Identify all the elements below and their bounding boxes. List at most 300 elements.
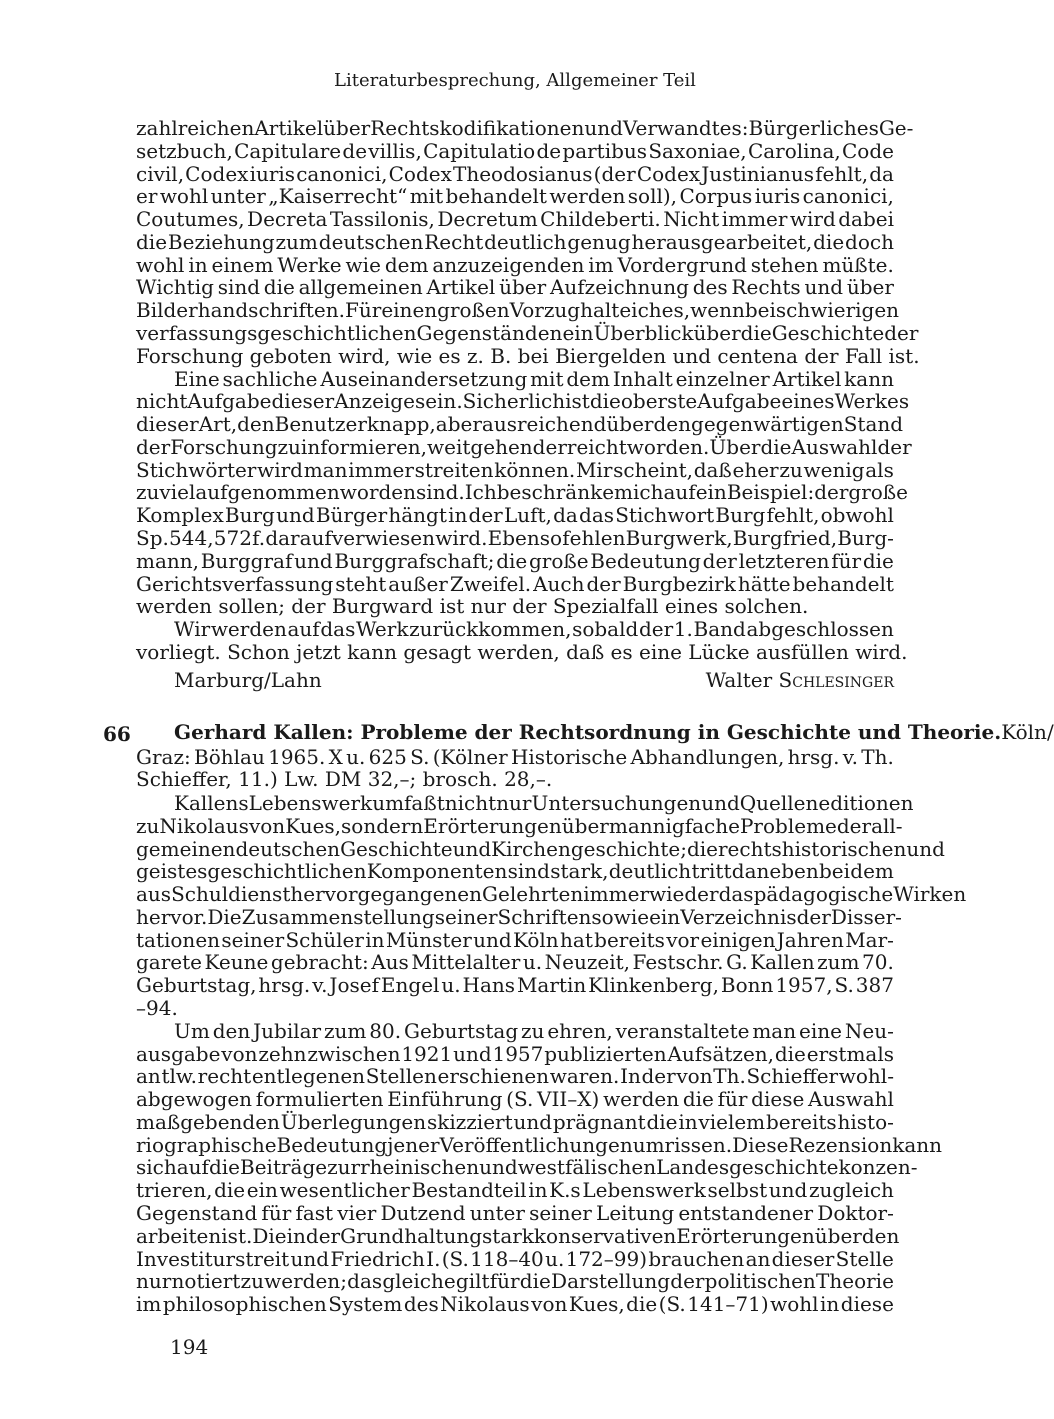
word: im [136, 1292, 162, 1317]
word: auf [287, 617, 320, 642]
word: Neuzeit, [544, 950, 630, 975]
word: den [212, 1018, 251, 1043]
word: Probleme [739, 813, 837, 838]
word: sind [507, 859, 550, 884]
text-line: Schieffer, 11.) Lw. DM 32,–; brosch. 28,–. [136, 767, 553, 792]
word: beschränke [496, 480, 615, 505]
word: Verwandtes: [622, 116, 749, 140]
word: Sp. [136, 526, 169, 551]
word: abgeschlossen [746, 617, 894, 642]
word: Für [345, 298, 382, 323]
word: Rezension [788, 1132, 893, 1157]
text-line [136, 745, 894, 769]
word: Disser- [830, 904, 902, 929]
word: nicht [136, 389, 188, 414]
word: knapp, [366, 412, 436, 437]
word: Abhandlungen, [630, 744, 785, 769]
word: G. [726, 950, 748, 975]
word: Ich [464, 480, 497, 505]
word: in [286, 1223, 306, 1248]
word: Carolina, [747, 138, 841, 163]
text-line [136, 389, 910, 414]
word: immer [348, 457, 414, 482]
word: Münster [385, 927, 472, 952]
word: über [846, 275, 894, 300]
word: Doktor- [817, 1201, 894, 1226]
word: deutschen [235, 836, 341, 861]
word: Mir [575, 457, 613, 482]
word: Corpus [679, 184, 753, 209]
review-2-heading [174, 720, 1054, 744]
word: Quelleneditionen [739, 791, 914, 815]
word: über [323, 116, 371, 140]
word: dem [566, 366, 610, 391]
word: Grundhaltung [340, 1223, 483, 1248]
word: und [473, 927, 512, 952]
word: die [626, 1292, 658, 1317]
word: über [499, 275, 547, 300]
word: das [718, 882, 754, 907]
word: Aufzeichnung [549, 275, 689, 300]
word: Bonn [720, 973, 774, 998]
word: wie [345, 252, 381, 277]
word: Gegenständen [416, 321, 563, 346]
text-line [136, 1064, 894, 1088]
word: wird [789, 207, 836, 232]
word: Nikolaus [159, 813, 249, 838]
word: arbeiten [136, 1223, 222, 1248]
word: u. [522, 950, 543, 975]
word: auf [176, 1155, 209, 1180]
word: ehren, [547, 1018, 613, 1043]
word: sind. [416, 480, 465, 505]
word: wird. [435, 526, 488, 551]
word: die [740, 321, 772, 346]
text-line [136, 904, 902, 929]
word: Th. [713, 1064, 746, 1089]
text-line [136, 1110, 894, 1134]
text-line [136, 950, 894, 974]
word: Tassilonis, [329, 207, 435, 232]
word: VII–X) [537, 1087, 600, 1112]
word: Josef [329, 973, 379, 998]
word: und [294, 548, 333, 573]
word: man [303, 457, 348, 482]
word: Saxoniae, [648, 138, 747, 163]
text-line [174, 791, 914, 815]
word: das [320, 617, 356, 642]
word: 387 [855, 973, 894, 998]
word: er [136, 184, 158, 209]
word: politischen [704, 1269, 816, 1294]
word: daneben [731, 859, 819, 884]
word: partibus [562, 138, 648, 163]
word: kann [892, 1132, 943, 1157]
word: deutlich [608, 859, 692, 884]
word: Aufgabe [697, 389, 782, 414]
word: große [528, 548, 589, 573]
text-line [136, 1247, 894, 1271]
word: hrsg. [258, 973, 311, 998]
text-line [174, 617, 894, 641]
word: gemeinen [136, 836, 236, 861]
word: Ge- [878, 116, 914, 140]
text-line [136, 882, 967, 907]
word: zum [324, 1018, 367, 1043]
word: in [448, 503, 468, 528]
word: sobald [572, 617, 639, 642]
word: fehlt, [766, 503, 820, 528]
word: u. [441, 973, 461, 998]
text-line [136, 1223, 900, 1248]
word: der [305, 1223, 341, 1248]
document-page [103, 0, 1054, 1419]
text-line [136, 253, 894, 277]
word: canonici, [802, 184, 894, 209]
word: und [276, 503, 315, 528]
text-line [136, 1155, 918, 1180]
word: wenn [690, 298, 745, 323]
word: canonici, [296, 161, 388, 186]
word: worden [339, 480, 417, 505]
word: 1. [673, 617, 693, 642]
word: Bürger [315, 503, 388, 528]
word: Art, [198, 412, 238, 437]
word: X [328, 744, 343, 769]
word: Zweifel. [449, 571, 532, 596]
word: zurückkommen, [409, 617, 572, 642]
text-line [136, 434, 912, 459]
word: Martin [516, 973, 587, 998]
word: 1957, [775, 973, 833, 998]
word: Ebenso [487, 526, 563, 551]
word: Mar- [845, 927, 894, 952]
text-line [136, 184, 894, 208]
word: Stelle [835, 1246, 894, 1271]
word: fehlt, [815, 161, 869, 186]
word: Komponenten [366, 859, 508, 884]
word: der [877, 434, 912, 459]
word: zu [136, 813, 160, 838]
word: das [579, 503, 615, 528]
word: S. [834, 973, 854, 998]
word: rheinischen [360, 1155, 480, 1180]
word: immer [721, 207, 788, 232]
word: Um [174, 1018, 210, 1043]
word: die [136, 229, 168, 254]
text-line [136, 503, 894, 527]
word: Aufgabe [187, 389, 272, 414]
word: der [796, 904, 831, 929]
word: Forschung [170, 434, 278, 459]
word: von [676, 1064, 713, 1089]
word: Untersuchungen [531, 791, 702, 815]
word: gebracht: [270, 950, 369, 975]
word: streiten [414, 457, 494, 482]
word: sind [217, 275, 261, 300]
word: mich [614, 480, 664, 505]
text-line: Forschung geboten wird, wie es z. B. bei Biergelden und centena der Fall ist. [136, 343, 920, 368]
word: eher [732, 457, 779, 482]
word: Aufsätzen, [667, 1041, 775, 1066]
word: der [468, 503, 503, 528]
word: brauchen [648, 1246, 745, 1271]
word: Sicherlich [462, 389, 566, 414]
word: Historische [510, 744, 628, 769]
word: Luft, [503, 503, 552, 528]
word: da [869, 161, 894, 186]
word: verwiesen [332, 526, 436, 551]
word: 1921 [401, 1041, 453, 1066]
word: diese [840, 1292, 894, 1317]
word: Schuldienst [171, 882, 291, 907]
word: und [906, 836, 945, 861]
word: über [561, 813, 609, 838]
word: Decretum [437, 207, 538, 232]
word: die [813, 229, 845, 254]
word: eines [781, 389, 835, 414]
word: umrissen. [632, 1132, 733, 1157]
word: den [861, 1223, 900, 1248]
word: Hans [462, 973, 516, 998]
word: ausgabe [136, 1041, 221, 1066]
word: de [342, 138, 368, 163]
word: Stand [843, 412, 904, 437]
word: es, [661, 298, 691, 323]
word: und [290, 1246, 330, 1271]
word: Zusammenstellung [241, 904, 435, 929]
word: zur [327, 1155, 361, 1180]
word: Engel [380, 973, 440, 998]
word: aufgenommen [195, 480, 340, 505]
word: der [814, 480, 849, 505]
word: (S. [441, 1246, 469, 1271]
word: und [804, 275, 844, 300]
word: Burgwerk, [625, 526, 733, 551]
word: pädagogische [753, 882, 894, 907]
word: bei [744, 298, 776, 323]
word: gilt [455, 1269, 490, 1294]
word: dabei [838, 207, 894, 232]
word: von [248, 813, 286, 838]
word: Überlegungen [280, 1109, 427, 1134]
word: ist [565, 389, 590, 414]
word: Rechtskodifikationen [370, 116, 585, 140]
word: maßgebenden [136, 1109, 280, 1134]
word: mit [530, 366, 564, 391]
word: die [263, 275, 295, 300]
word: erschienen [437, 1064, 550, 1089]
word: informieren, [300, 434, 428, 459]
word: Kallen [750, 950, 815, 975]
word: Code [842, 138, 894, 163]
word: Landesgeschichte [656, 1155, 839, 1180]
word: nur [496, 791, 532, 815]
text-line [136, 321, 919, 346]
word: dieser [271, 389, 335, 414]
word: tationen [136, 927, 221, 952]
word: Beiträge [240, 1155, 328, 1180]
word: garete [136, 950, 202, 975]
word: werden [549, 184, 626, 209]
word: Gerichtsverfassung [136, 571, 334, 596]
text-line [136, 1178, 894, 1202]
word: Die [207, 904, 242, 929]
word: sachliche [222, 366, 318, 391]
word: Beispiel: [726, 480, 815, 505]
word: für [717, 1087, 748, 1112]
word: Gelehrten [482, 882, 584, 907]
word: weitgehend [427, 434, 546, 459]
word: konservativen [533, 1223, 677, 1248]
word: außer [388, 571, 448, 596]
text-line [174, 367, 894, 391]
word: trieren, [136, 1178, 213, 1203]
word: ein [649, 904, 681, 929]
word: Burggraf [200, 548, 293, 573]
word: Burg [715, 503, 766, 528]
word: behandelt [792, 571, 894, 596]
reviewer-first-name: Walter [705, 668, 773, 692]
word: Artikel [254, 116, 324, 140]
word: Burg [224, 503, 275, 528]
word: abgewogen [136, 1087, 253, 1112]
word: fehlen [562, 526, 626, 551]
word: deutlich [484, 229, 567, 254]
text-line [136, 230, 894, 254]
word: hätte [737, 571, 791, 596]
word: sowie [591, 904, 650, 929]
word: Investiturstreit [136, 1246, 290, 1271]
word: wird [257, 457, 303, 482]
word: an [745, 1246, 771, 1271]
word: einem [211, 252, 274, 277]
word: f. [252, 526, 266, 551]
word: Die [252, 1223, 287, 1248]
word: 172–99) [565, 1246, 648, 1271]
word: Burg- [837, 526, 894, 551]
word: doch [845, 229, 894, 254]
word: dieser [136, 412, 199, 437]
word: in [820, 1292, 840, 1317]
text-line [136, 1269, 894, 1293]
word: Burgfried, [732, 526, 838, 551]
word: Mittelalter [411, 950, 521, 975]
word: werden [210, 617, 287, 642]
word: zahlreichen [136, 116, 255, 140]
word: aus [136, 882, 172, 907]
word: Rechts [731, 275, 801, 300]
word: Werke [277, 252, 342, 277]
word: im [588, 252, 614, 277]
word: entstandener [678, 1201, 814, 1226]
word: Artikel [772, 366, 842, 391]
word: die [519, 1269, 551, 1294]
word: Werk [356, 617, 409, 642]
word: ein [246, 1178, 278, 1203]
word: Th. [861, 744, 894, 769]
word: philosophischen [162, 1292, 327, 1317]
word: Geburtstag [404, 1018, 519, 1043]
running-head: Literaturbesprechung, Allgemeiner Teil [334, 70, 696, 91]
word: Decreta [247, 207, 328, 232]
word: hervorgegangenen [290, 882, 483, 907]
word: Auseinandersetzung [320, 366, 528, 391]
word: behandelt [445, 184, 547, 209]
word: In [620, 1064, 641, 1089]
word: Wirken [893, 882, 967, 907]
word: zuviel [136, 480, 196, 505]
word: wohl [159, 184, 209, 209]
text-line: werden sollen; der Burgward ist nur der Spezialfall eines solchen. [136, 594, 809, 619]
word: die [686, 836, 718, 861]
word: wieder [649, 882, 719, 907]
word: an [136, 1064, 161, 1089]
word: nicht [444, 791, 497, 815]
word: Geschichte [340, 836, 453, 861]
word: 625 [368, 744, 407, 769]
word: Theorie [816, 1269, 894, 1294]
word: das [347, 1269, 383, 1294]
word: Burgbezirk [622, 571, 736, 596]
word: zehn [258, 1041, 307, 1066]
word: deutschen [318, 229, 424, 254]
word: der [586, 571, 621, 596]
word: und [513, 1109, 553, 1134]
word: bei [818, 859, 851, 884]
word: Burggrafschaft; [334, 548, 495, 573]
word: S. [410, 744, 430, 769]
word: Codex [388, 161, 452, 186]
word: wenig [803, 457, 865, 482]
word: der [136, 434, 171, 459]
word: fast [295, 1201, 334, 1226]
word: herausgearbeitet, [631, 229, 813, 254]
word: hat [560, 927, 593, 952]
text-line [136, 207, 894, 231]
word: zu [521, 1018, 545, 1043]
word: von [531, 1292, 568, 1317]
word: Geburtstag, [136, 973, 257, 998]
word: dem [384, 252, 429, 277]
word: Lebenswerk [248, 791, 373, 815]
word: worden. [626, 434, 710, 459]
word: Friedrich [330, 1246, 425, 1271]
word: zum [275, 229, 318, 254]
word: recht [197, 1064, 252, 1089]
word: Schüler [285, 927, 364, 952]
word: Wir [174, 617, 211, 642]
text-line [136, 836, 945, 861]
word: Graz: [136, 744, 191, 769]
word: selbst [707, 1178, 768, 1203]
text-line [136, 572, 894, 596]
word: Einführung [387, 1087, 503, 1112]
word: (der [593, 161, 636, 186]
word: seiner [529, 1201, 592, 1226]
word: zwischen [307, 1041, 401, 1066]
word: westfälischen [517, 1155, 657, 1180]
word: Auswahl [808, 1087, 894, 1112]
word: ein [695, 480, 727, 505]
word: Böhlau [194, 744, 265, 769]
word: Auch [533, 571, 585, 596]
word: darauf [265, 526, 332, 551]
page-number: 194 [170, 1335, 209, 1359]
word: sondern [341, 813, 424, 838]
word: sich [136, 1155, 177, 1180]
text-line [136, 549, 894, 573]
